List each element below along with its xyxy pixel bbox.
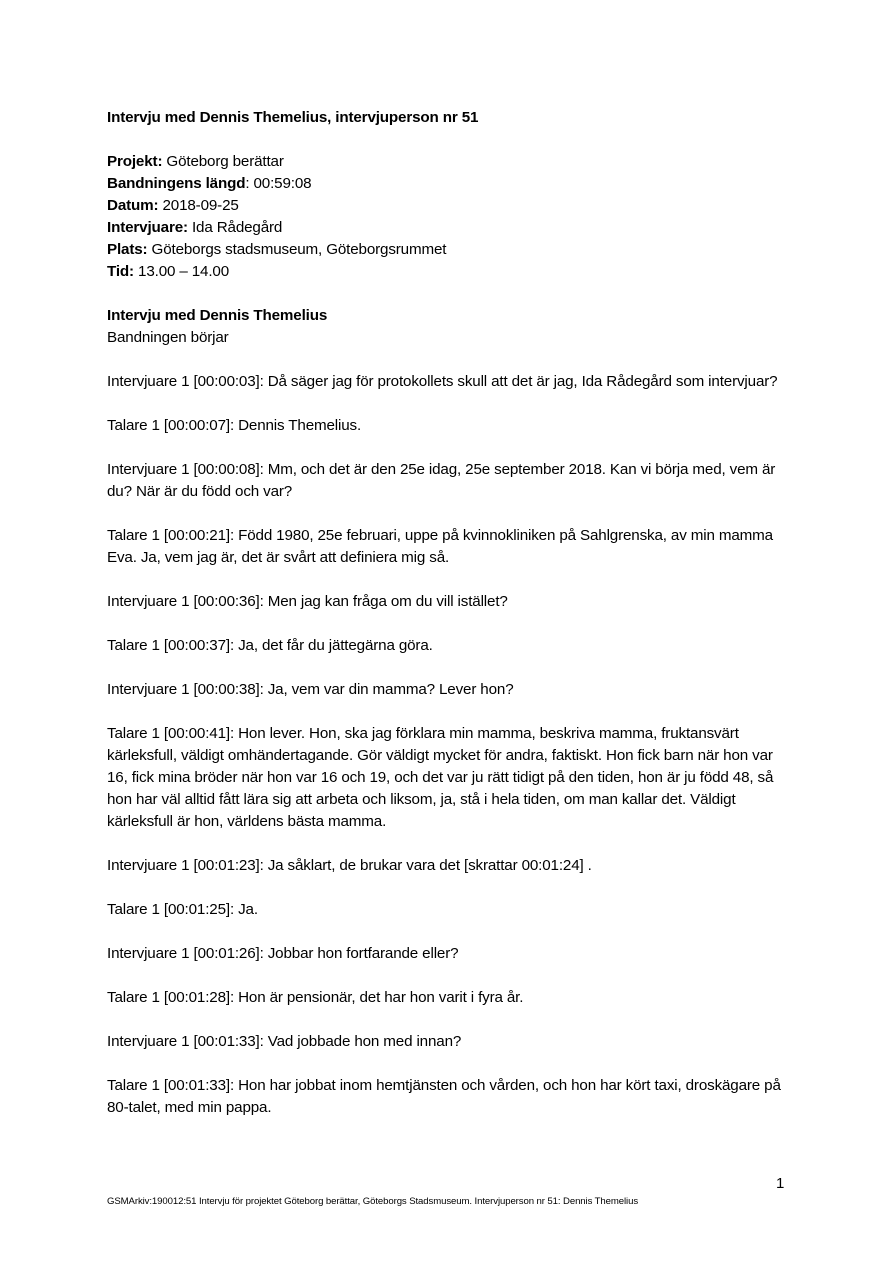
meta-value: Göteborg berättar xyxy=(162,153,284,170)
transcript-entry: Intervjuare 1 [00:00:03]: Då säger jag för protokollets skull att det är jag, Ida Rådegård som intervjuar? xyxy=(107,373,778,390)
transcript-entry: Talare 1 [00:01:25]: Ja. xyxy=(107,901,258,918)
transcript-entry: Talare 1 [00:00:41]: Hon lever. Hon, ska jag förklara min mamma, beskriva mamma, fruktansvärt kärleksfull, väldigt omhändertagande. Gör väldigt mycket för andra, faktiskt. Hon fick barn när hon var 16, fick mina bröder när hon var 16 och 19, och det var ju rätt tidigt på den tiden, hon är ju född 48, så hon har väl alltid fått lära sig att arbeta och liksom, ja, stå i hela tiden, om man kallar det. Väldigt kärleksfull är hon, världens bästa mamma. xyxy=(107,725,774,830)
meta-label: Tid: xyxy=(107,263,134,280)
transcript-entry: Intervjuare 1 [00:00:38]: Ja, vem var din mamma? Lever hon? xyxy=(107,681,514,698)
meta-date xyxy=(107,195,787,217)
transcript-entry: Intervjuare 1 [00:01:26]: Jobbar hon fortfarande eller? xyxy=(107,945,459,962)
meta-recording-length xyxy=(107,173,787,195)
meta-value: Ida Rådegård xyxy=(187,219,283,236)
transcript xyxy=(107,371,787,1119)
transcript-entry: Talare 1 [00:00:37]: Ja, det får du jättegärna göra. xyxy=(107,637,433,654)
meta-label: Projekt: xyxy=(107,153,163,170)
transcript-entry: Intervjuare 1 [00:00:08]: Mm, och det är den 25e idag, 25e september 2018. Kan vi börja med, vem är du? När är du född och var? xyxy=(107,461,776,500)
meta-time xyxy=(107,261,787,283)
section-title: Intervju med Dennis Themelius xyxy=(107,307,328,324)
meta-value: 2018-09-25 xyxy=(158,197,239,214)
transcript-entry: Intervjuare 1 [00:00:36]: Men jag kan fråga om du vill istället? xyxy=(107,593,508,610)
transcript-entry: Talare 1 [00:00:21]: Född 1980, 25e februari, uppe på kvinnokliniken på Sahlgrenska, av min mamma Eva. Ja, vem jag är, det är svårt att definiera mig så. xyxy=(107,527,773,566)
section-subtitle: Bandningen börjar xyxy=(107,329,229,346)
meta-value: Göteborgs stadsmuseum, Göteborgsrummet xyxy=(147,241,447,258)
meta-place xyxy=(107,239,787,261)
metadata-block xyxy=(107,151,787,283)
transcript-entry: Talare 1 [00:01:33]: Hon har jobbat inom hemtjänsten och vården, och hon har kört taxi, droskägare på 80-talet, med min pappa. xyxy=(107,1077,781,1116)
meta-label: Intervjuare: xyxy=(107,219,188,236)
page-footer: GSMArkiv:190012:51 Intervju för projektet Göteborg berättar, Göteborgs Stadsmuseum. Intervjuperson nr 51: Dennis Themelius xyxy=(107,1196,639,1207)
meta-label: Bandningens längd xyxy=(107,175,246,192)
transcript-entry: Talare 1 [00:01:28]: Hon är pensionär, det har hon varit i fyra år. xyxy=(107,989,524,1006)
page-number: 1 xyxy=(776,1175,785,1192)
meta-value: : 00:59:08 xyxy=(245,175,312,192)
meta-label: Datum: xyxy=(107,197,159,214)
document-body xyxy=(107,107,787,1141)
meta-interviewer xyxy=(107,217,787,239)
document-title: Intervju med Dennis Themelius, intervjuperson nr 51 xyxy=(107,109,479,126)
transcript-entry: Intervjuare 1 [00:01:33]: Vad jobbade hon med innan? xyxy=(107,1033,462,1050)
meta-label: Plats: xyxy=(107,241,148,258)
transcript-entry: Intervjuare 1 [00:01:23]: Ja såklart, de brukar vara det [skrattar 00:01:24] . xyxy=(107,857,592,874)
meta-value: 13.00 – 14.00 xyxy=(133,263,229,280)
meta-project xyxy=(107,151,787,173)
transcript-entry: Talare 1 [00:00:07]: Dennis Themelius. xyxy=(107,417,362,434)
